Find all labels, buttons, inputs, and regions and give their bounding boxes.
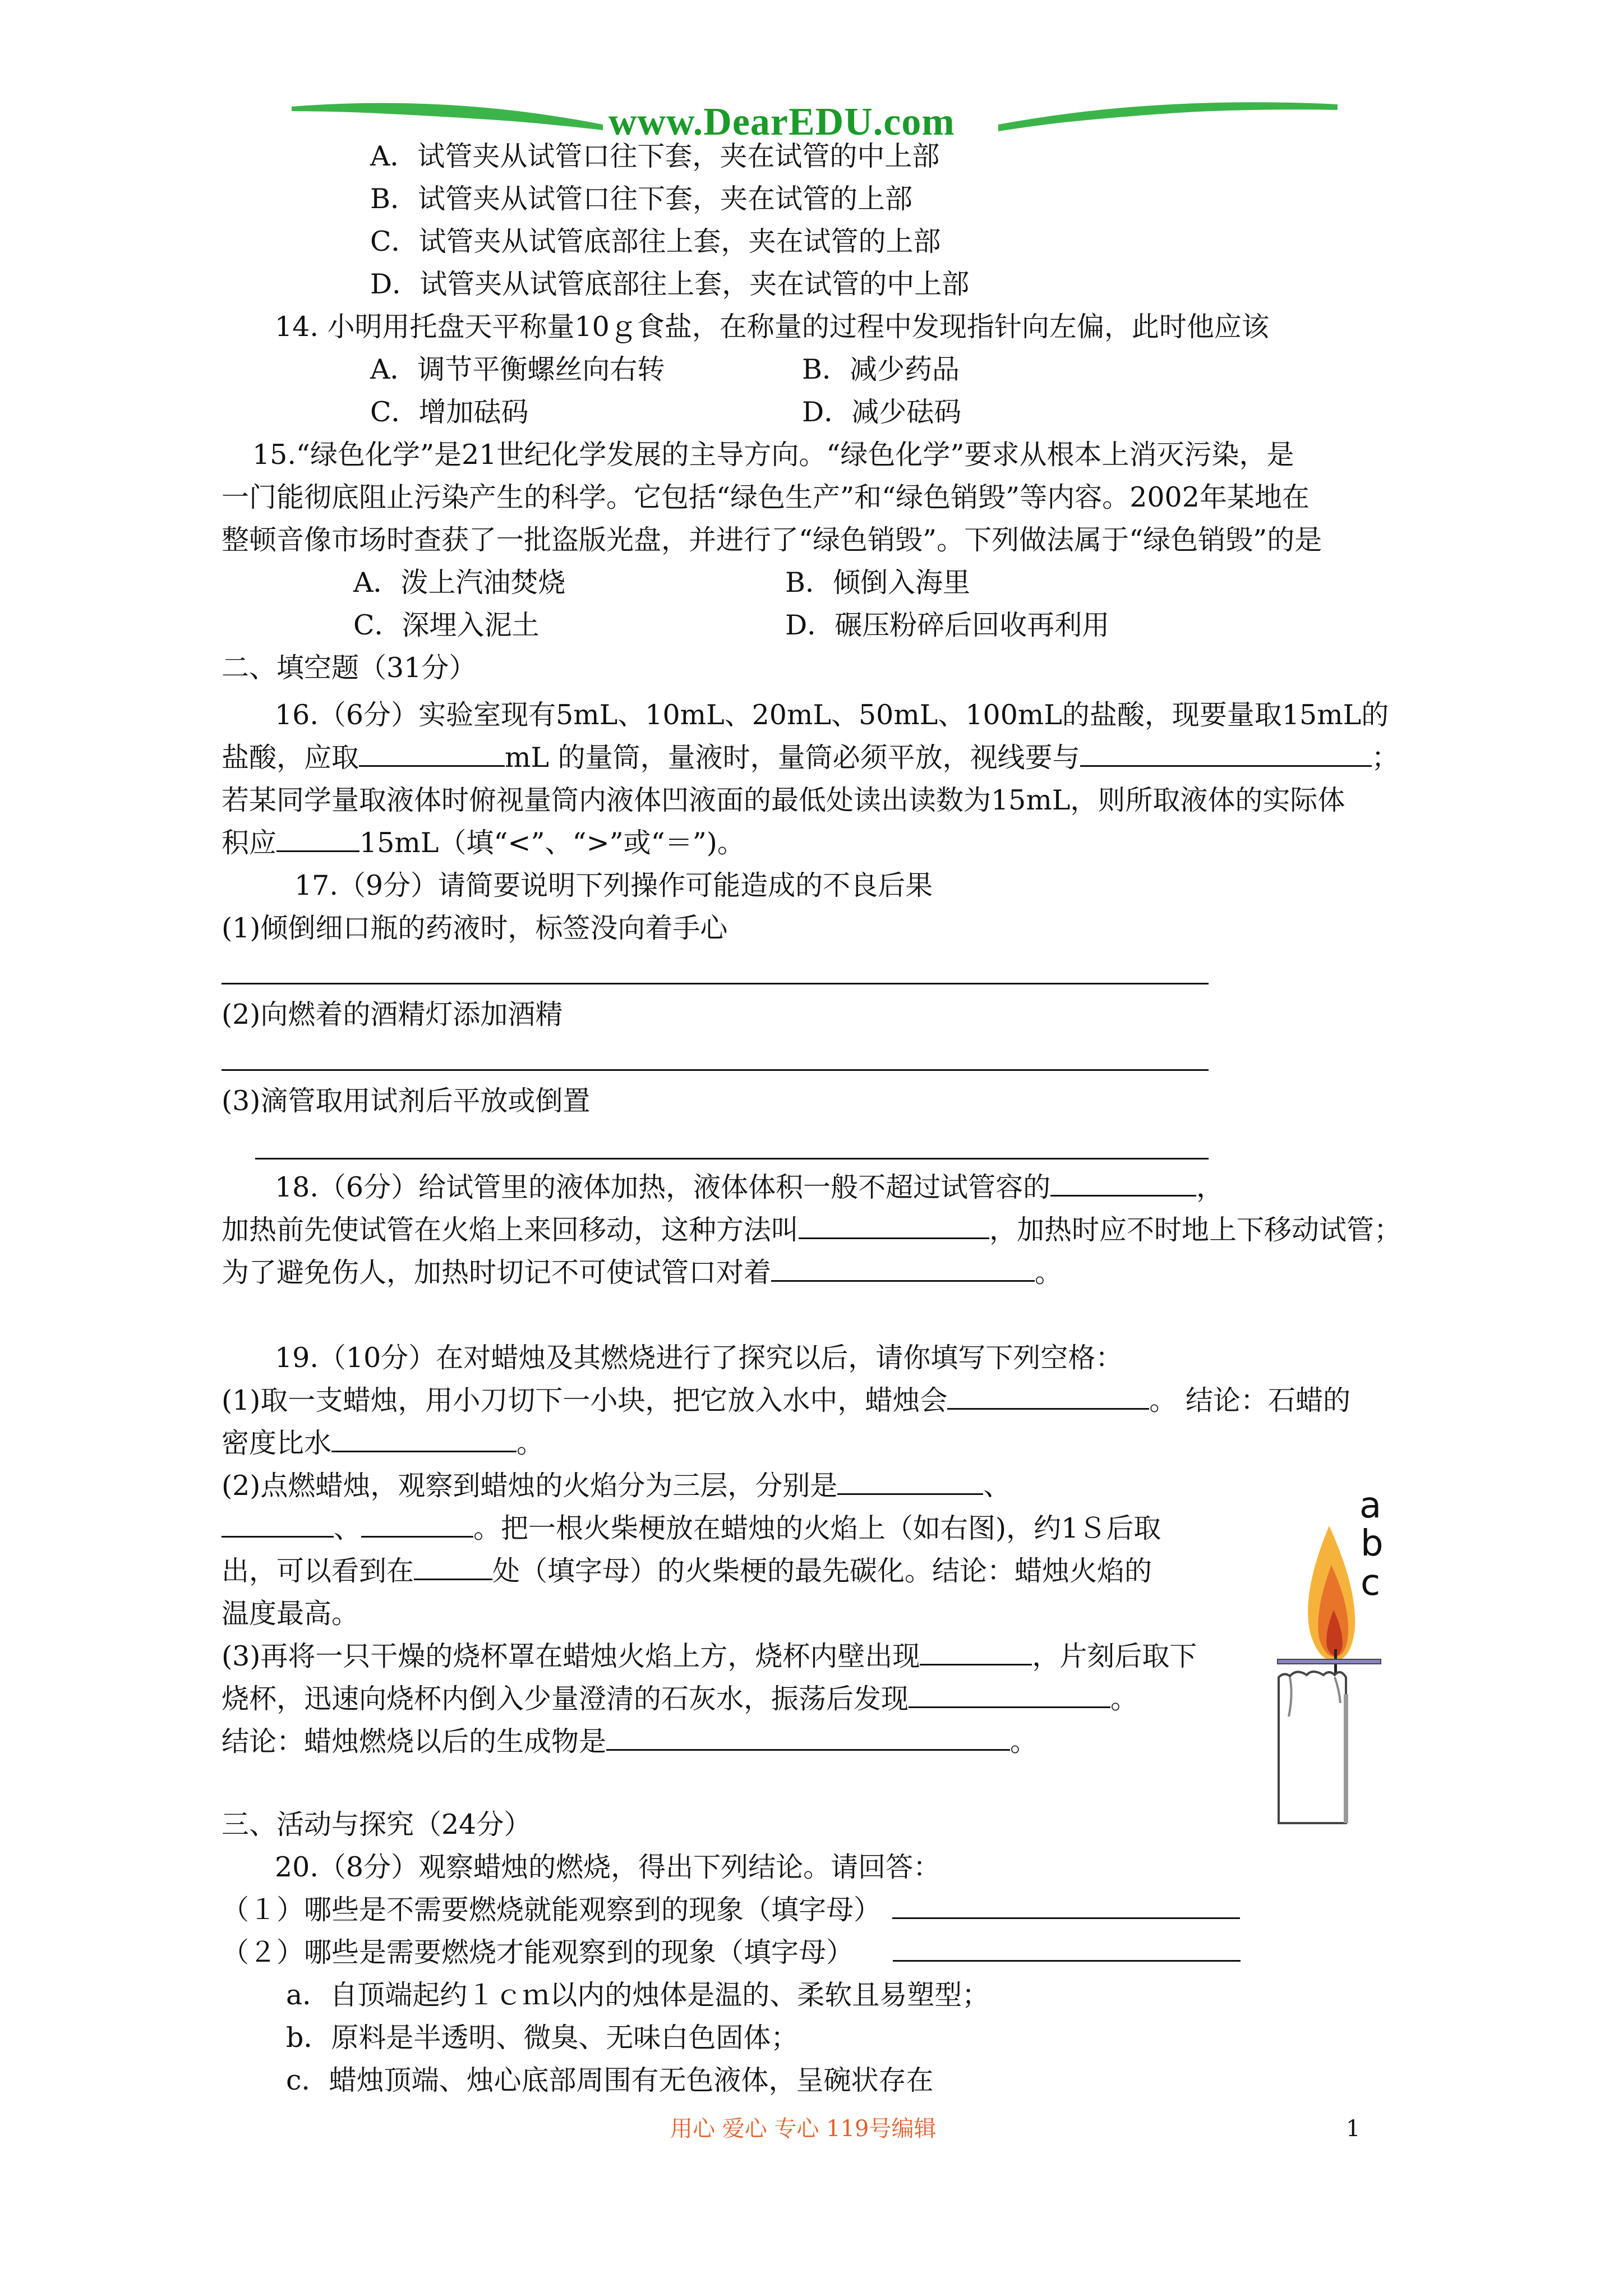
q15-line-1: 15.“绿色化学”是21世纪化学发展的主导方向。“绿色化学”要求从根本上消灭污染，是 xyxy=(252,439,1294,471)
q17-answer-line-2[interactable] xyxy=(222,1069,1209,1071)
q20-statement-b: b．原料是半透明、微臭、无味白色固体； xyxy=(286,2022,799,2054)
q16-text: mL 的量筒，量液时，量筒必须平放，视线要与 xyxy=(505,742,1080,774)
header-banner xyxy=(0,0,1623,157)
q19-p2-line-4: 温度最高。 xyxy=(222,1598,359,1630)
q15-option-a: A．泼上汽油焚烧 xyxy=(353,567,566,599)
q19-p3-line-2 xyxy=(222,1682,1138,1717)
q19-text: 烧杯，迅速向烧杯内倒入少量澄清的石灰水，振荡后发现 xyxy=(222,1683,909,1715)
q18-blank-3[interactable] xyxy=(771,1258,1035,1282)
q19-p2-line-1 xyxy=(222,1469,1011,1503)
q16-text: 15mL（填“<”、“>”或“＝”)。 xyxy=(359,827,745,859)
q17-part-1: (1)倾倒细口瓶的药液时，标签没向着手心 xyxy=(222,912,728,944)
q14-option-c: C．增加砝码 xyxy=(370,396,529,428)
q20-statement-c: c．蜡烛顶端、烛心底部周围有无色液体，呈碗状存在 xyxy=(286,2064,934,2096)
q19-p2-line-2 xyxy=(222,1511,1161,1546)
q14-stem: 14. 小明用托盘天平称量10ｇ食盐，在称量的过程中发现指针向左偏，此时他应该 xyxy=(275,311,1269,343)
q19-blank-layer-3[interactable] xyxy=(361,1513,473,1538)
q19-text: 。 xyxy=(1010,1726,1038,1757)
q19-text: 出，可以看到在 xyxy=(222,1555,414,1587)
q19-text: 。 xyxy=(1110,1683,1138,1715)
section-3-title: 三、活动与探究（24分） xyxy=(222,1809,532,1841)
q16-text: ； xyxy=(1371,742,1399,774)
q19-p3-line-1 xyxy=(222,1639,1197,1674)
q20-statement-a: a．自顶端起约１ｃｍ以内的烛体是温的、柔软且易塑型； xyxy=(286,1979,990,2011)
q18-text: 18.（6分）给试管里的液体加热，液体体积一般不超过试管容的 xyxy=(275,1171,1051,1203)
q17-stem: 17.（9分）请简要说明下列操作可能造成的不良后果 xyxy=(294,869,933,901)
q19-text: 。把一根火柴梗放在蜡烛的火焰上（如右图)，约1Ｓ后取 xyxy=(473,1512,1161,1544)
q18-line-3 xyxy=(222,1255,1062,1290)
q19-text: 结论：蜡烛燃烧以后的生成物是 xyxy=(222,1726,607,1757)
q16-blank-1[interactable] xyxy=(359,743,505,767)
q19-text: 。 xyxy=(517,1427,545,1459)
q19-blank-limewater[interactable] xyxy=(909,1684,1110,1708)
q13-option-a: A．试管夹从试管口往下套，夹在试管的中上部 xyxy=(370,140,940,172)
q16-blank-3[interactable] xyxy=(276,828,359,852)
site-logo: www.DearEDU.com xyxy=(608,100,955,144)
footer-note: 用心 爱心 专心 119号编辑 xyxy=(670,2116,937,2142)
q19-text: 。 结论：石蜡的 xyxy=(1149,1384,1350,1416)
q20-blank-2[interactable] xyxy=(893,1938,1241,1962)
candle-flame-figure xyxy=(1256,1481,1391,1829)
q19-text: 密度比水 xyxy=(222,1427,332,1459)
q16-blank-2[interactable] xyxy=(1080,743,1372,767)
q19-text: (2)点燃蜡烛，观察到蜡烛的火焰分为三层，分别是 xyxy=(222,1470,838,1502)
q18-text: ， xyxy=(1196,1171,1224,1203)
q15-option-b: B．倾倒入海里 xyxy=(785,567,971,599)
q19-p3-line-3 xyxy=(222,1724,1038,1759)
q19-blank-beaker[interactable] xyxy=(920,1641,1032,1665)
figure-label-a: a xyxy=(1359,1485,1382,1526)
section-2-title: 二、填空题（31分） xyxy=(222,652,477,684)
q17-answer-line-3[interactable] xyxy=(255,1158,1209,1159)
q13-option-d: D．试管夹从试管底部往上套，夹在试管的中上部 xyxy=(370,268,970,300)
q15-line-3: 整顿音像市场时查获了一批盗版光盘，并进行了“绿色销毁”。下列做法属于“绿色销毁”的是 xyxy=(222,524,1322,556)
q18-blank-1[interactable] xyxy=(1050,1172,1196,1197)
q14-option-a: A．调节平衡螺丝向右转 xyxy=(370,353,665,385)
q20-text: （２）哪些是需要燃烧才能观察到的现象（填字母） xyxy=(222,1936,854,1968)
q15-option-d: D．碾压粉碎后回收再利用 xyxy=(785,609,1110,641)
q18-line-2 xyxy=(222,1213,1401,1248)
q13-option-b: B．试管夹从试管口往下套，夹在试管的上部 xyxy=(370,183,913,215)
q18-line-1 xyxy=(275,1170,1224,1205)
q19-blank-letter[interactable] xyxy=(414,1556,492,1580)
q17-part-3: (3)滴管取用试剂后平放或倒置 xyxy=(222,1085,591,1117)
q20-stem: 20.（8分）观察蜡烛的燃烧，得出下列结论。请回答： xyxy=(275,1851,941,1883)
page-number: 1 xyxy=(1346,2116,1361,2142)
q13-option-c: C．试管夹从试管底部往上套，夹在试管的上部 xyxy=(370,226,941,257)
q16-line-4 xyxy=(222,826,745,861)
q14-option-b: B．减少药品 xyxy=(802,353,960,385)
q16-text: 积应 xyxy=(222,827,277,859)
q19-blank-layer-1[interactable] xyxy=(837,1471,983,1495)
q20-blank-1[interactable] xyxy=(892,1895,1240,1919)
q20-subq-1 xyxy=(222,1893,1240,1927)
q19-blank-sink-float[interactable] xyxy=(947,1386,1149,1410)
q19-p1-line-1 xyxy=(222,1383,1350,1418)
q19-blank-products[interactable] xyxy=(606,1727,1010,1751)
q19-text: 、 xyxy=(334,1512,362,1544)
q18-text: 为了避免伤人，加热时切记不可使试管口对着 xyxy=(222,1257,772,1289)
q15-line-2: 一门能彻底阻止污染产生的科学。它包括“绿色生产”和“绿色销毁”等内容。2002年某地在 xyxy=(222,481,1310,513)
q16-line-3: 若某同学量取液体时俯视量筒内液体凹液面的最低处读出读数为15mL，则所取液体的实际体 xyxy=(222,784,1345,816)
q18-text: 加热前先使试管在火焰上来回移动，这种方法叫 xyxy=(222,1214,799,1246)
q19-text: ，片刻后取下 xyxy=(1032,1640,1197,1672)
q19-text: (3)再将一只干燥的烧杯罩在蜡烛火焰上方，烧杯内壁出现 xyxy=(222,1640,920,1672)
q19-p1-line-2 xyxy=(222,1426,544,1461)
q15-option-c: C．深埋入泥土 xyxy=(353,609,540,641)
q19-text: 处（填字母）的火柴梗的最先碳化。结论：蜡烛火焰的 xyxy=(492,1555,1152,1587)
q20-subq-2 xyxy=(222,1935,1241,1970)
figure-label-c: c xyxy=(1361,1562,1381,1604)
q14-option-d: D．减少砝码 xyxy=(802,396,962,428)
q19-text: (1)取一支蜡烛，用小刀切下一小块，把它放入水中，蜡烛会 xyxy=(222,1384,948,1416)
q19-blank-layer-2[interactable] xyxy=(222,1513,334,1538)
q18-text: ，加热时应不时地上下移动试管； xyxy=(989,1214,1402,1246)
q19-blank-density[interactable] xyxy=(331,1428,517,1452)
q17-answer-line-1[interactable] xyxy=(222,983,1209,984)
figure-label-b: b xyxy=(1361,1523,1384,1565)
q16-line-2 xyxy=(222,740,1399,775)
q17-part-2: (2)向燃着的酒精灯添加酒精 xyxy=(222,999,563,1030)
q19-stem: 19.（10分）在对蜡烛及其燃烧进行了探究以后，请你填写下列空格： xyxy=(275,1342,1123,1374)
q18-text: 。 xyxy=(1035,1257,1063,1289)
q19-p2-line-3 xyxy=(222,1554,1152,1589)
q20-text: （１）哪些是不需要燃烧就能观察到的现象（填字母） xyxy=(222,1894,882,1926)
q19-text: 、 xyxy=(983,1470,1011,1502)
q16-text: 盐酸，应取 xyxy=(222,742,359,774)
q18-blank-2[interactable] xyxy=(799,1215,989,1239)
q16-line-1: 16.（6分）实验室现有5mL、10mL、20mL、50mL、100mL的盐酸，现要量取15mL的 xyxy=(275,699,1389,731)
